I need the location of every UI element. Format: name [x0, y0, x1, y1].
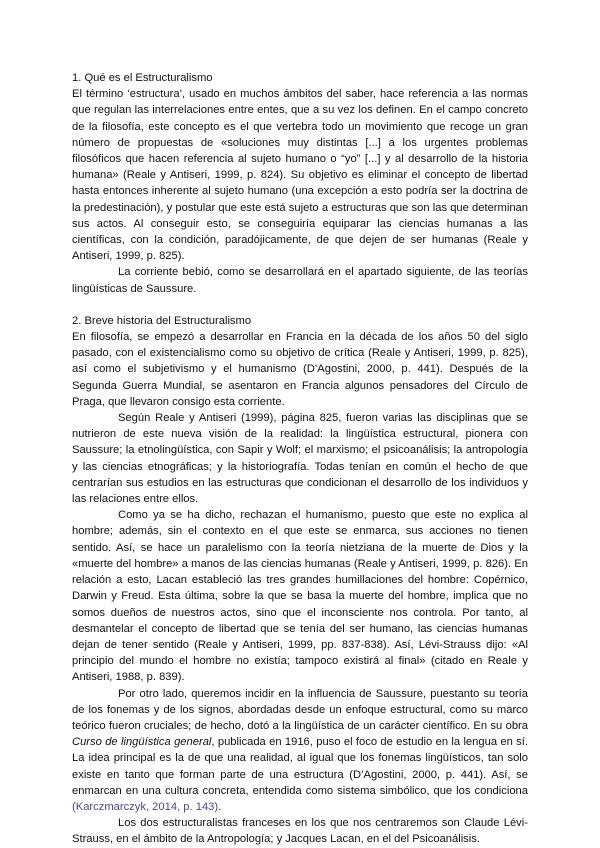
section-2-paragraph-4	[72, 686, 528, 816]
section-2-paragraph-2: Según Reale y Antiseri (1999), página 825, fueron varias las disciplinas que se nutrieron de este nueva visión de la realidad: la lingüística estructural, pionera con Saussure; la etnolingüística, con Sapir y Wolf; el marxismo; el psicoanálisis; la antropología y las ciencias etnográficas; y la historiografía. Todas tenían en común el hecho de que centrarían sus estudios en las estructuras que condicionan el desarrollo de los individuos y las relaciones entre ellos.	[72, 412, 528, 506]
paragraph-4-text-end: .	[218, 800, 222, 813]
book-title: Curso de lingüística general	[72, 736, 212, 749]
section-2-paragraph-3: Como ya se ha dicho, rechazan el humanismo, puesto que este no explica al hombre; además, sin el contexto en el que este se enmarca, sus acciones no tienen sentido. Así, se hace un paralelismo con la teoría nietziana de la muerte de Dios y la «muerte del hombre» a manos de las ciencias humanas (Reale y Antiseri, 1999, p. 826). En relación a esto, Lacan estableció las tres grandes humillaciones del hombre: Copérnico, Darwin y Freud. Esta última, sobre la que se basa la muerte del hombre, implica que no somos dueños de nuestros actos, sino que el inconsciente nos controla. Por tanto, al desmantelar el concepto de libertad que se tenía del ser humano, las ciencias humanas dejan de tener sentido (Reale y Antiseri, 1999, pp. 837-838). Así, Lévi-Strauss dijo: «Al principio del mundo el hombre no existía; tampoco existirá al final» (citado en Reale y Antiseri, 1988, p. 839).	[72, 509, 528, 684]
paragraph-4-text-start: Por otro lado, queremos incidir en la influencia de Saussure, puestanto su teoría de los fonemas y de los signos, abordadas desde un enfoque estructural, como su marco teórico fueron cruciales; de hecho, dotó a la lingüística de un carácter científico. En su obra	[72, 687, 528, 732]
section-1-title: 1. Qué es el Estructuralismo	[72, 72, 213, 84]
section-gap	[72, 297, 528, 313]
section-2-paragraph-5: Los dos estructuralistas franceses en los que nos centraremos son Claude Lévi-Strauss, en el ámbito de la Antropología; y Jacques Lacan, en el del Psicoanálisis.	[72, 817, 528, 846]
section-1-paragraph-2: La corriente bebió, como se desarrollará en el apartado siguiente, de las teorías lingüísticas de Saussure.	[72, 266, 528, 295]
paragraph-4-text-middle: , publicada en 1916, puso el foco de estudio en la lengua en sí. La idea principal es la de que una realidad, al igual que los fonemas lingüísticos, tan solo existe en tanto que forman parte de una estructura (D’Agostini, 2000, p. 441). Así, se enmarcan en una cultura concreta, entendida como sistema simbólico, que los condiciona	[72, 736, 528, 797]
citation-karczmarczyk: (Karczmarczyk, 2014, p. 143)	[72, 800, 219, 813]
section-2-paragraph-1: En filosofía, se empezó a desarrollar en Francia en la década de los años 50 del siglo pasado, con el existencialismo como su objetivo de crítica (Reale y Antiseri, 1999, p. 825), así como el subjetivismo y el humanismo (D’Agostini, 2000, p. 441). Después de la Segunda Guerra Mundial, se asentaron en Francia algunos pensadores del Círculo de Praga, que llevaron consigo esta corriente.	[72, 331, 528, 408]
section-2-title: 2. Breve historia del Estructuralismo	[72, 314, 252, 327]
section-1-paragraph-1: El término ‘estructura’, usado en muchos ámbitos del saber, hace referencia a las normas que regulan las interrelaciones entre entes, que a su vez los definen. En el campo concreto de la filosofía, este concepto es el que vertebra todo un movimiento que recoge un gran número de propuestas de «soluciones muy distintas [...] a los urgentes problemas filosóficos que hacen referencia al sujeto humano o “yo” [...] y al desarrollo de la historia humana» (Reale y Antiseri, 1999, p. 824). Su objetivo es eliminar el concepto de libertad hasta entonces inherente al sujeto humano (una excepción a esto podría ser la doctrina de la predestinación), y postular que este está sujeto a estructuras que son las que determinan sus actos. Al conseguir esto, se conseguiría equiparar las ciencias humanas a las científicas, con la condición, paradójicamente, de que dejen de ser humanas (Reale y Antiseri, 1999, p. 825).	[72, 88, 528, 263]
